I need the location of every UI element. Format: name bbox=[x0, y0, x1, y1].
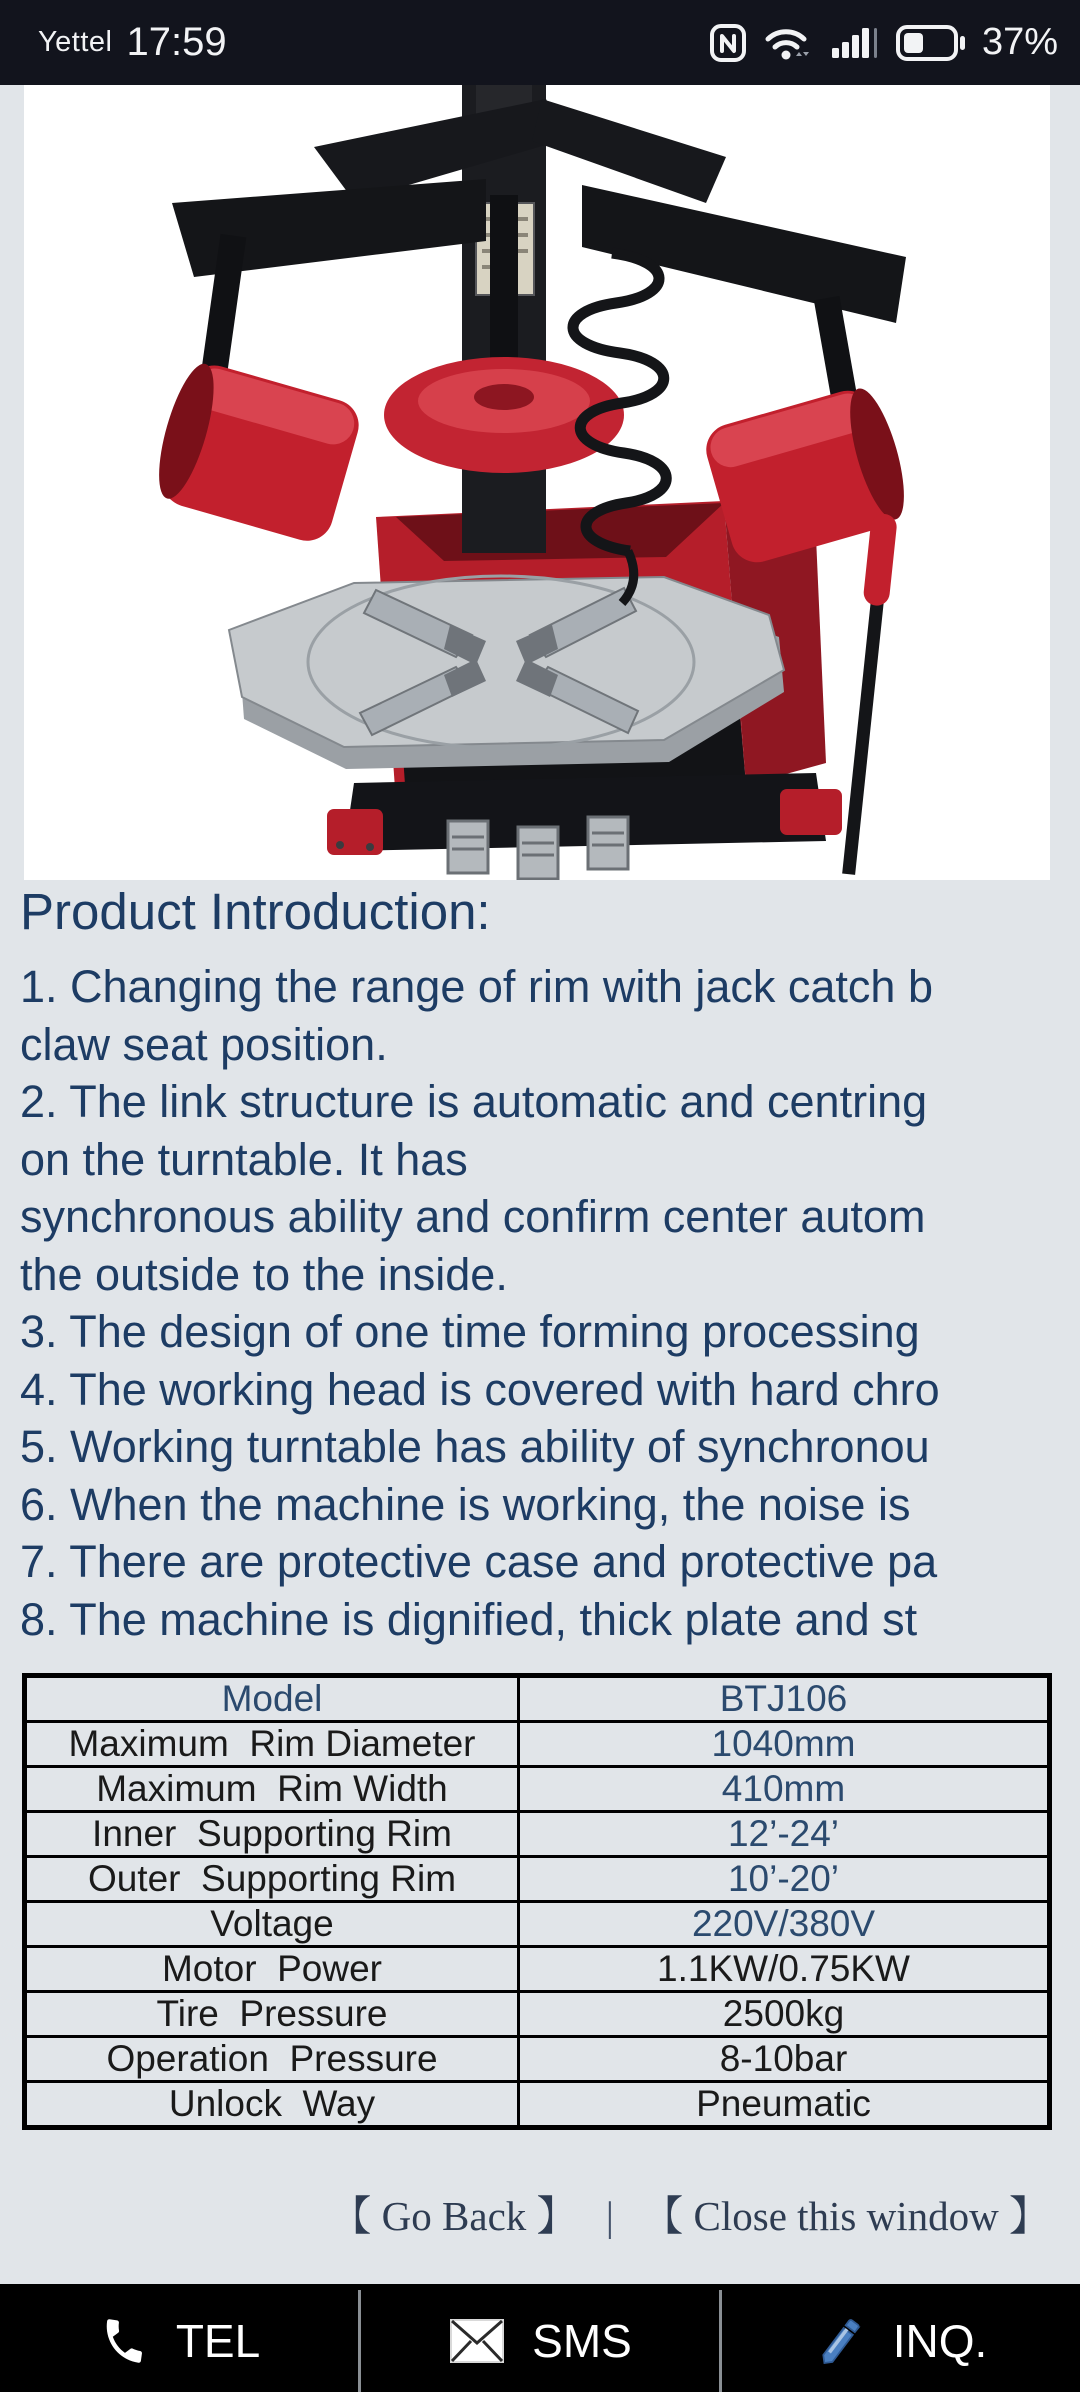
intro-line: 2. The link structure is automatic and centring bbox=[20, 1076, 928, 1127]
spec-value: 410mm bbox=[519, 1767, 1049, 1812]
pencil-icon bbox=[815, 2315, 867, 2367]
tel-button[interactable] bbox=[0, 2290, 358, 2392]
close-window-link[interactable]: 【 Close this window 】 bbox=[642, 2193, 1050, 2239]
machine-illustration bbox=[24, 85, 1050, 880]
carrier-label: Yettel bbox=[38, 26, 113, 58]
spec-label: Unlock Way bbox=[26, 2082, 519, 2127]
spec-label: Outer Supporting Rim bbox=[26, 1857, 519, 1902]
spec-value: 1.1KW/0.75KW bbox=[519, 1947, 1049, 1992]
nfc-icon bbox=[710, 22, 746, 64]
battery-icon bbox=[896, 24, 966, 62]
spec-label: Inner Supporting Rim bbox=[26, 1812, 519, 1857]
table-row bbox=[26, 2037, 1049, 2082]
tel-label: TEL bbox=[175, 2315, 261, 2367]
intro-line: 1. Changing the range of rim with jack catch b bbox=[20, 961, 933, 1012]
spec-value: 1040mm bbox=[519, 1722, 1049, 1767]
spec-label: Operation Pressure bbox=[26, 2037, 519, 2082]
envelope-icon bbox=[448, 2316, 506, 2366]
table-row bbox=[26, 1947, 1049, 1992]
table-row bbox=[26, 1902, 1049, 1947]
spec-value: 220V/380V bbox=[519, 1902, 1049, 1947]
intro-line: 6. When the machine is working, the noise is bbox=[20, 1478, 911, 1530]
intro-line: 8. The machine is dignified, thick plate and st bbox=[20, 1593, 918, 1645]
spec-label: Model bbox=[26, 1677, 519, 1722]
inq-button[interactable] bbox=[719, 2290, 1080, 2392]
product-image bbox=[24, 85, 1050, 880]
spec-label: Maximum Rim Width bbox=[26, 1767, 519, 1812]
bottom-action-bar bbox=[0, 2284, 1080, 2392]
go-back-link[interactable]: 【 Go Back 】 bbox=[330, 2193, 578, 2239]
status-bar-left bbox=[38, 20, 227, 65]
clock: 17:59 bbox=[126, 20, 227, 64]
spec-value: 12’-24’ bbox=[519, 1812, 1049, 1857]
intro-paragraphs bbox=[20, 958, 1080, 1658]
spec-value: Pneumatic bbox=[519, 2082, 1049, 2127]
phone-icon bbox=[98, 2315, 150, 2367]
sms-label: SMS bbox=[532, 2315, 632, 2367]
spec-value: 8-10bar bbox=[519, 2037, 1049, 2082]
footer-links bbox=[0, 2183, 1050, 2242]
sms-button[interactable] bbox=[358, 2290, 719, 2392]
intro-line: 5. Working turntable has ability of synchronou bbox=[20, 1421, 930, 1472]
links-separator: | bbox=[605, 2193, 614, 2239]
wifi-icon bbox=[762, 22, 814, 64]
intro-line: synchronous ability and confirm center autom bbox=[20, 1191, 926, 1242]
specs-table bbox=[24, 1675, 1050, 2128]
battery-percent: 37% bbox=[981, 21, 1058, 63]
intro-line: on the turntable. It has bbox=[20, 1133, 468, 1185]
table-row bbox=[26, 1722, 1049, 1767]
signal-icon bbox=[830, 22, 880, 64]
spec-label: Voltage bbox=[26, 1902, 519, 1947]
table-row bbox=[26, 2082, 1049, 2127]
intro-line: claw seat position. bbox=[20, 1018, 388, 1070]
table-row bbox=[26, 1767, 1049, 1812]
status-bar-right bbox=[710, 21, 1058, 64]
intro-line: 7. There are protective case and protective pa bbox=[20, 1536, 938, 1587]
spec-value: 2500kg bbox=[519, 1992, 1049, 2037]
table-row bbox=[26, 1857, 1049, 1902]
inq-label: INQ. bbox=[892, 2315, 988, 2367]
spec-label: Tire Pressure bbox=[26, 1992, 519, 2037]
spec-label: Maximum Rim Diameter bbox=[26, 1722, 519, 1767]
page-title: Product Introduction: bbox=[20, 883, 491, 940]
spec-label: Motor Power bbox=[26, 1947, 519, 1992]
spec-value: 10’-20’ bbox=[519, 1857, 1049, 1902]
bottom-home-strip bbox=[0, 2392, 1080, 2400]
table-row bbox=[26, 1992, 1049, 2037]
table-row bbox=[26, 1812, 1049, 1857]
intro-line: 4. The working head is covered with hard chro bbox=[20, 1363, 940, 1415]
intro-line: the outside to the inside. bbox=[20, 1248, 508, 1300]
spec-value: BTJ106 bbox=[519, 1677, 1049, 1722]
status-bar bbox=[0, 0, 1080, 85]
intro-line: 3. The design of one time forming processing bbox=[20, 1306, 920, 1357]
table-row bbox=[26, 1677, 1049, 1722]
